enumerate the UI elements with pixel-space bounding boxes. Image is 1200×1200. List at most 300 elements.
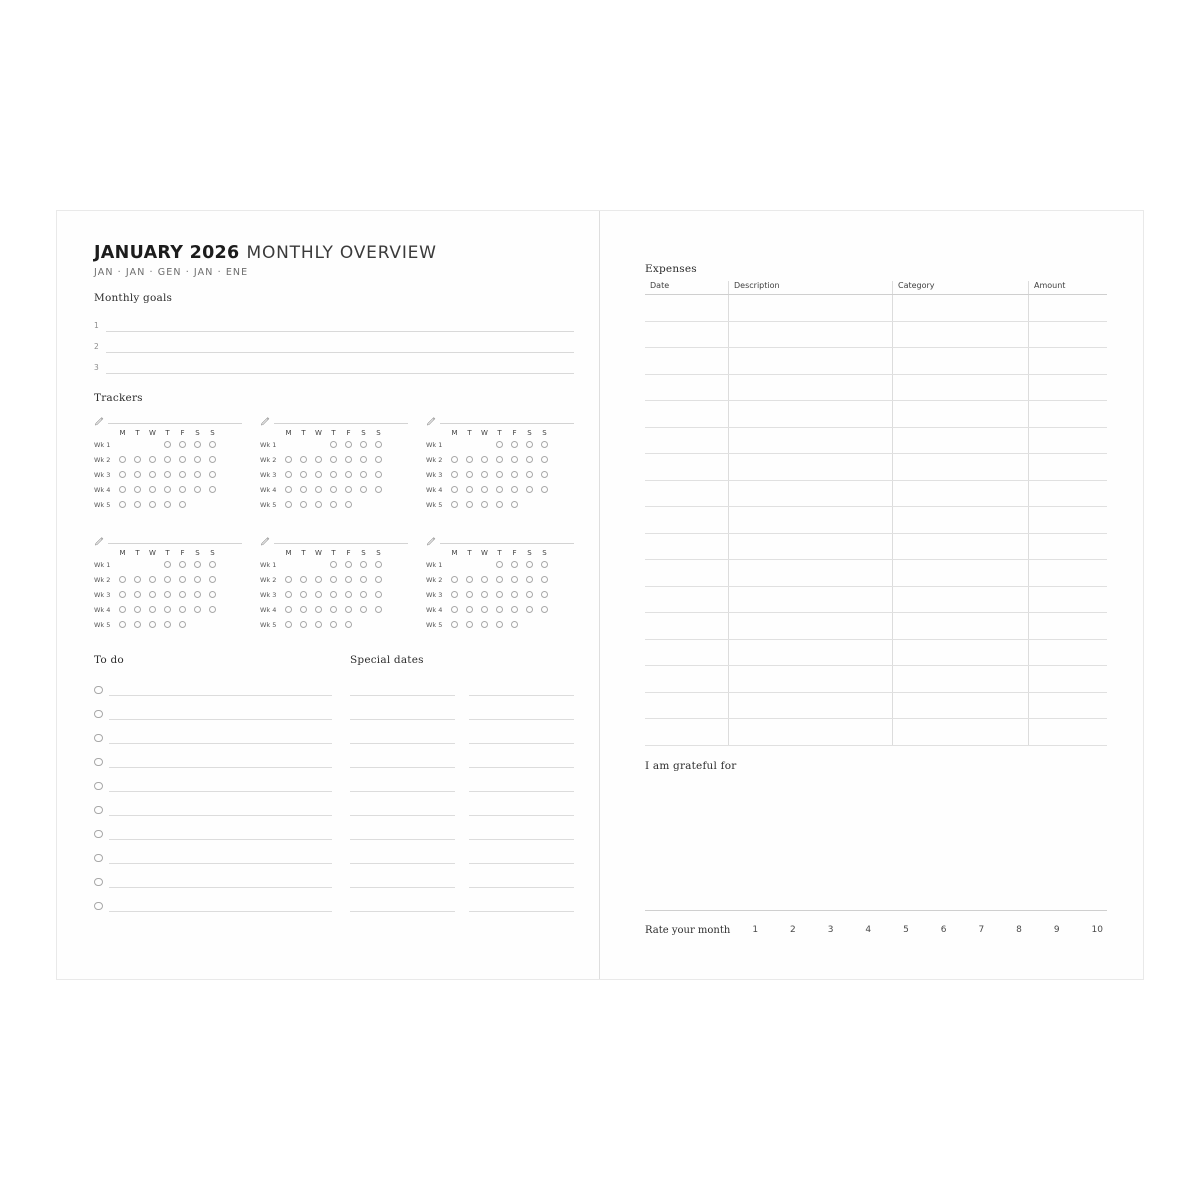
- tracker-day-circle[interactable]: [145, 591, 160, 599]
- expenses-cell[interactable]: [645, 586, 729, 613]
- tracker-day-circle[interactable]: [160, 486, 175, 494]
- expenses-cell[interactable]: [893, 533, 1029, 560]
- rate-month-option[interactable]: 9: [1053, 925, 1060, 935]
- tracker-day-circle[interactable]: [296, 471, 311, 479]
- tracker-day-circle[interactable]: [115, 486, 130, 494]
- tracker-day-circle[interactable]: [356, 471, 371, 479]
- expenses-cell[interactable]: [893, 401, 1029, 428]
- expenses-cell[interactable]: [645, 480, 729, 507]
- expenses-cell[interactable]: [645, 295, 729, 322]
- tracker-day-circle[interactable]: [492, 456, 507, 464]
- tracker-day-circle[interactable]: [447, 576, 462, 584]
- tracker-day-circle[interactable]: [326, 576, 341, 584]
- tracker-day-circle[interactable]: [326, 501, 341, 509]
- todo-row[interactable]: [94, 672, 332, 696]
- tracker-day-circle[interactable]: [326, 621, 341, 629]
- expenses-cell[interactable]: [645, 401, 729, 428]
- expenses-cell[interactable]: [645, 427, 729, 454]
- tracker-day-circle[interactable]: [311, 591, 326, 599]
- tracker-day-circle[interactable]: [507, 456, 522, 464]
- tracker-day-circle[interactable]: [462, 471, 477, 479]
- expenses-cell[interactable]: [893, 639, 1029, 666]
- tracker-day-circle[interactable]: [492, 621, 507, 629]
- todo-checkbox[interactable]: [94, 734, 109, 745]
- tracker-day-circle[interactable]: [145, 576, 160, 584]
- tracker-day-circle[interactable]: [522, 456, 537, 464]
- expenses-cell[interactable]: [1029, 560, 1108, 587]
- todo-writing-line[interactable]: [109, 695, 332, 720]
- tracker-day-circle[interactable]: [311, 621, 326, 629]
- tracker-day-circle[interactable]: [190, 456, 205, 464]
- tracker-day-circle[interactable]: [326, 591, 341, 599]
- tracker-day-circle[interactable]: [160, 621, 175, 629]
- tracker-day-circle[interactable]: [356, 576, 371, 584]
- special-dates-writing-line[interactable]: [350, 767, 455, 792]
- tracker-day-circle[interactable]: [175, 471, 190, 479]
- tracker-day-circle[interactable]: [341, 606, 356, 614]
- expenses-cell[interactable]: [729, 692, 893, 719]
- tracker-day-circle[interactable]: [175, 576, 190, 584]
- tracker-day-circle[interactable]: [205, 441, 220, 449]
- expenses-cell[interactable]: [893, 719, 1029, 746]
- tracker-day-circle[interactable]: [130, 621, 145, 629]
- tracker-day-circle[interactable]: [371, 561, 386, 569]
- rate-month-option[interactable]: 6: [940, 925, 947, 935]
- table-row[interactable]: [645, 613, 1107, 640]
- todo-writing-line[interactable]: [109, 743, 332, 768]
- expenses-cell[interactable]: [645, 666, 729, 693]
- table-row[interactable]: [645, 427, 1107, 454]
- tracker-day-circle[interactable]: [130, 456, 145, 464]
- expenses-cell[interactable]: [1029, 533, 1108, 560]
- todo-writing-line[interactable]: [109, 815, 332, 840]
- tracker-day-circle[interactable]: [115, 606, 130, 614]
- tracker-day-circle[interactable]: [507, 621, 522, 629]
- expenses-cell[interactable]: [729, 613, 893, 640]
- tracker-day-circle[interactable]: [522, 591, 537, 599]
- tracker-day-circle[interactable]: [311, 501, 326, 509]
- tracker-day-circle[interactable]: [281, 501, 296, 509]
- table-row[interactable]: [645, 401, 1107, 428]
- expenses-cell[interactable]: [1029, 613, 1108, 640]
- tracker-day-circle[interactable]: [492, 576, 507, 584]
- tracker-day-circle[interactable]: [462, 621, 477, 629]
- tracker-day-circle[interactable]: [341, 471, 356, 479]
- tracker-day-circle[interactable]: [477, 471, 492, 479]
- expenses-cell[interactable]: [729, 401, 893, 428]
- tracker-day-circle[interactable]: [115, 471, 130, 479]
- expenses-cell[interactable]: [1029, 427, 1108, 454]
- rate-month-option[interactable]: 2: [790, 925, 796, 935]
- special-dates-writing-line[interactable]: [469, 671, 574, 696]
- tracker-title-line[interactable]: [440, 413, 574, 424]
- tracker-day-circle[interactable]: [311, 456, 326, 464]
- tracker-day-circle[interactable]: [160, 591, 175, 599]
- rate-month-option[interactable]: 8: [1016, 925, 1022, 935]
- tracker-day-circle[interactable]: [190, 486, 205, 494]
- expenses-cell[interactable]: [729, 586, 893, 613]
- special-dates-writing-line[interactable]: [469, 791, 574, 816]
- tracker-day-circle[interactable]: [190, 576, 205, 584]
- tracker-day-circle[interactable]: [537, 576, 552, 584]
- expenses-cell[interactable]: [1029, 454, 1108, 481]
- rate-month-option[interactable]: 5: [903, 925, 909, 935]
- expenses-cell[interactable]: [729, 719, 893, 746]
- tracker-day-circle[interactable]: [492, 486, 507, 494]
- expenses-cell[interactable]: [729, 374, 893, 401]
- expenses-cell[interactable]: [1029, 480, 1108, 507]
- tracker-day-circle[interactable]: [296, 576, 311, 584]
- expenses-cell[interactable]: [893, 321, 1029, 348]
- special-dates-row[interactable]: [350, 720, 574, 744]
- expenses-cell[interactable]: [1029, 401, 1108, 428]
- todo-row[interactable]: [94, 888, 332, 912]
- expenses-cell[interactable]: [645, 560, 729, 587]
- expenses-cell[interactable]: [893, 666, 1029, 693]
- tracker-day-circle[interactable]: [205, 456, 220, 464]
- table-row[interactable]: [645, 533, 1107, 560]
- special-dates-writing-line[interactable]: [350, 791, 455, 816]
- special-dates-writing-line[interactable]: [350, 815, 455, 840]
- tracker-day-circle[interactable]: [190, 591, 205, 599]
- tracker-day-circle[interactable]: [371, 606, 386, 614]
- tracker-day-circle[interactable]: [537, 606, 552, 614]
- tracker-day-circle[interactable]: [341, 486, 356, 494]
- table-row[interactable]: [645, 295, 1107, 322]
- todo-writing-line[interactable]: [109, 791, 332, 816]
- expenses-cell[interactable]: [1029, 639, 1108, 666]
- tracker-day-circle[interactable]: [311, 606, 326, 614]
- tracker-day-circle[interactable]: [447, 501, 462, 509]
- tracker-day-circle[interactable]: [477, 501, 492, 509]
- special-dates-row[interactable]: [350, 888, 574, 912]
- tracker-day-circle[interactable]: [507, 576, 522, 584]
- tracker-day-circle[interactable]: [281, 471, 296, 479]
- tracker-day-circle[interactable]: [190, 471, 205, 479]
- todo-row[interactable]: [94, 792, 332, 816]
- tracker-day-circle[interactable]: [462, 486, 477, 494]
- special-dates-writing-line[interactable]: [469, 863, 574, 888]
- tracker-day-circle[interactable]: [341, 501, 356, 509]
- todo-row[interactable]: [94, 720, 332, 744]
- expenses-cell[interactable]: [645, 533, 729, 560]
- expenses-cell[interactable]: [1029, 719, 1108, 746]
- tracker-day-circle[interactable]: [537, 471, 552, 479]
- tracker-day-circle[interactable]: [326, 456, 341, 464]
- special-dates-writing-line[interactable]: [350, 839, 455, 864]
- tracker-day-circle[interactable]: [175, 621, 190, 629]
- tracker-day-circle[interactable]: [341, 441, 356, 449]
- tracker-day-circle[interactable]: [477, 456, 492, 464]
- expenses-cell[interactable]: [729, 639, 893, 666]
- tracker-day-circle[interactable]: [477, 576, 492, 584]
- tracker-day-circle[interactable]: [160, 576, 175, 584]
- table-row[interactable]: [645, 480, 1107, 507]
- table-row[interactable]: [645, 321, 1107, 348]
- tracker-day-circle[interactable]: [311, 471, 326, 479]
- tracker-day-circle[interactable]: [462, 456, 477, 464]
- tracker-day-circle[interactable]: [507, 441, 522, 449]
- special-dates-row[interactable]: [350, 840, 574, 864]
- todo-row[interactable]: [94, 696, 332, 720]
- expenses-cell[interactable]: [645, 692, 729, 719]
- tracker-day-circle[interactable]: [296, 501, 311, 509]
- special-dates-writing-line[interactable]: [469, 695, 574, 720]
- tracker-day-circle[interactable]: [507, 471, 522, 479]
- todo-writing-line[interactable]: [109, 719, 332, 744]
- tracker-day-circle[interactable]: [371, 576, 386, 584]
- special-dates-writing-line[interactable]: [469, 719, 574, 744]
- tracker-day-circle[interactable]: [130, 471, 145, 479]
- todo-checkbox[interactable]: [94, 878, 109, 889]
- table-row[interactable]: [645, 586, 1107, 613]
- tracker-day-circle[interactable]: [311, 486, 326, 494]
- expenses-cell[interactable]: [1029, 586, 1108, 613]
- special-dates-writing-line[interactable]: [469, 839, 574, 864]
- expenses-cell[interactable]: [1029, 348, 1108, 375]
- expenses-cell[interactable]: [893, 348, 1029, 375]
- special-dates-row[interactable]: [350, 792, 574, 816]
- special-dates-writing-line[interactable]: [350, 863, 455, 888]
- tracker-day-circle[interactable]: [507, 501, 522, 509]
- table-row[interactable]: [645, 666, 1107, 693]
- tracker-day-circle[interactable]: [281, 486, 296, 494]
- tracker-day-circle[interactable]: [281, 576, 296, 584]
- tracker-day-circle[interactable]: [130, 591, 145, 599]
- tracker-day-circle[interactable]: [160, 456, 175, 464]
- todo-writing-line[interactable]: [109, 863, 332, 888]
- tracker-day-circle[interactable]: [281, 591, 296, 599]
- expenses-cell[interactable]: [893, 692, 1029, 719]
- tracker-day-circle[interactable]: [507, 606, 522, 614]
- tracker-day-circle[interactable]: [145, 501, 160, 509]
- tracker-day-circle[interactable]: [341, 561, 356, 569]
- monthly-goal-row[interactable]: [94, 332, 574, 353]
- tracker-day-circle[interactable]: [537, 591, 552, 599]
- tracker-day-circle[interactable]: [296, 486, 311, 494]
- tracker-day-circle[interactable]: [447, 606, 462, 614]
- expenses-cell[interactable]: [729, 454, 893, 481]
- table-row[interactable]: [645, 639, 1107, 666]
- tracker-day-circle[interactable]: [281, 621, 296, 629]
- tracker-day-circle[interactable]: [160, 606, 175, 614]
- tracker-day-circle[interactable]: [145, 456, 160, 464]
- tracker-day-circle[interactable]: [356, 486, 371, 494]
- tracker-day-circle[interactable]: [462, 501, 477, 509]
- tracker-day-circle[interactable]: [145, 621, 160, 629]
- tracker-day-circle[interactable]: [130, 576, 145, 584]
- tracker-day-circle[interactable]: [326, 441, 341, 449]
- tracker-day-circle[interactable]: [160, 501, 175, 509]
- expenses-cell[interactable]: [893, 374, 1029, 401]
- expenses-cell[interactable]: [729, 348, 893, 375]
- todo-row[interactable]: [94, 768, 332, 792]
- tracker-title-line[interactable]: [274, 413, 408, 424]
- rate-month-option[interactable]: 10: [1091, 925, 1103, 935]
- expenses-cell[interactable]: [893, 427, 1029, 454]
- tracker-day-circle[interactable]: [160, 441, 175, 449]
- special-dates-writing-line[interactable]: [469, 743, 574, 768]
- tracker-day-circle[interactable]: [356, 561, 371, 569]
- tracker-day-circle[interactable]: [175, 591, 190, 599]
- special-dates-row[interactable]: [350, 744, 574, 768]
- tracker-day-circle[interactable]: [205, 576, 220, 584]
- table-row[interactable]: [645, 692, 1107, 719]
- tracker-day-circle[interactable]: [356, 606, 371, 614]
- tracker-day-circle[interactable]: [175, 456, 190, 464]
- tracker-day-circle[interactable]: [447, 471, 462, 479]
- tracker-day-circle[interactable]: [447, 591, 462, 599]
- tracker-day-circle[interactable]: [492, 591, 507, 599]
- tracker-title-line[interactable]: [108, 533, 242, 544]
- tracker-day-circle[interactable]: [175, 486, 190, 494]
- todo-checkbox[interactable]: [94, 686, 109, 697]
- special-dates-writing-line[interactable]: [469, 887, 574, 912]
- special-dates-row[interactable]: [350, 696, 574, 720]
- tracker-day-circle[interactable]: [115, 591, 130, 599]
- monthly-goal-writing-line[interactable]: [106, 331, 574, 353]
- table-row[interactable]: [645, 454, 1107, 481]
- tracker-day-circle[interactable]: [175, 561, 190, 569]
- tracker-day-circle[interactable]: [296, 606, 311, 614]
- expenses-cell[interactable]: [645, 719, 729, 746]
- tracker-day-circle[interactable]: [477, 606, 492, 614]
- expenses-cell[interactable]: [1029, 692, 1108, 719]
- tracker-day-circle[interactable]: [371, 456, 386, 464]
- expenses-cell[interactable]: [893, 480, 1029, 507]
- tracker-day-circle[interactable]: [175, 606, 190, 614]
- rate-month-option[interactable]: 1: [752, 925, 759, 935]
- special-dates-writing-line[interactable]: [469, 815, 574, 840]
- expenses-cell[interactable]: [645, 321, 729, 348]
- todo-writing-line[interactable]: [109, 887, 332, 912]
- expenses-cell[interactable]: [893, 613, 1029, 640]
- monthly-goal-row[interactable]: [94, 311, 574, 332]
- tracker-day-circle[interactable]: [281, 606, 296, 614]
- tracker-day-circle[interactable]: [371, 486, 386, 494]
- tracker-day-circle[interactable]: [492, 441, 507, 449]
- expenses-cell[interactable]: [645, 613, 729, 640]
- tracker-day-circle[interactable]: [190, 561, 205, 569]
- expenses-cell[interactable]: [729, 560, 893, 587]
- expenses-cell[interactable]: [1029, 374, 1108, 401]
- todo-checkbox[interactable]: [94, 782, 109, 793]
- tracker-day-circle[interactable]: [537, 456, 552, 464]
- expenses-cell[interactable]: [893, 295, 1029, 322]
- todo-writing-line[interactable]: [109, 839, 332, 864]
- table-row[interactable]: [645, 560, 1107, 587]
- monthly-goal-writing-line[interactable]: [106, 352, 574, 374]
- rate-month-option[interactable]: 3: [827, 925, 834, 935]
- tracker-day-circle[interactable]: [341, 591, 356, 599]
- tracker-day-circle[interactable]: [115, 501, 130, 509]
- table-row[interactable]: [645, 374, 1107, 401]
- tracker-day-circle[interactable]: [492, 501, 507, 509]
- tracker-day-circle[interactable]: [296, 591, 311, 599]
- todo-checkbox[interactable]: [94, 854, 109, 865]
- tracker-day-circle[interactable]: [371, 441, 386, 449]
- expenses-cell[interactable]: [1029, 666, 1108, 693]
- tracker-day-circle[interactable]: [477, 591, 492, 599]
- todo-row[interactable]: [94, 744, 332, 768]
- expenses-cell[interactable]: [645, 348, 729, 375]
- tracker-day-circle[interactable]: [477, 621, 492, 629]
- tracker-day-circle[interactable]: [371, 591, 386, 599]
- todo-checkbox[interactable]: [94, 806, 109, 817]
- expenses-cell[interactable]: [729, 666, 893, 693]
- special-dates-writing-line[interactable]: [350, 695, 455, 720]
- tracker-day-circle[interactable]: [371, 471, 386, 479]
- tracker-day-circle[interactable]: [462, 576, 477, 584]
- tracker-day-circle[interactable]: [507, 561, 522, 569]
- tracker-day-circle[interactable]: [115, 576, 130, 584]
- tracker-day-circle[interactable]: [115, 456, 130, 464]
- tracker-title-line[interactable]: [274, 533, 408, 544]
- tracker-day-circle[interactable]: [205, 591, 220, 599]
- tracker-day-circle[interactable]: [205, 561, 220, 569]
- expenses-cell[interactable]: [893, 454, 1029, 481]
- tracker-day-circle[interactable]: [522, 486, 537, 494]
- tracker-day-circle[interactable]: [175, 441, 190, 449]
- tracker-day-circle[interactable]: [522, 441, 537, 449]
- tracker-day-circle[interactable]: [447, 621, 462, 629]
- tracker-day-circle[interactable]: [447, 486, 462, 494]
- tracker-day-circle[interactable]: [145, 486, 160, 494]
- expenses-cell[interactable]: [729, 427, 893, 454]
- tracker-day-circle[interactable]: [341, 456, 356, 464]
- table-row[interactable]: [645, 507, 1107, 534]
- table-row[interactable]: [645, 719, 1107, 746]
- todo-row[interactable]: [94, 840, 332, 864]
- tracker-day-circle[interactable]: [341, 576, 356, 584]
- expenses-cell[interactable]: [729, 480, 893, 507]
- special-dates-row[interactable]: [350, 672, 574, 696]
- tracker-day-circle[interactable]: [507, 591, 522, 599]
- tracker-day-circle[interactable]: [205, 471, 220, 479]
- special-dates-writing-line[interactable]: [469, 767, 574, 792]
- tracker-day-circle[interactable]: [537, 561, 552, 569]
- todo-checkbox[interactable]: [94, 902, 109, 913]
- todo-writing-line[interactable]: [109, 767, 332, 792]
- tracker-day-circle[interactable]: [160, 561, 175, 569]
- tracker-day-circle[interactable]: [477, 486, 492, 494]
- todo-writing-line[interactable]: [109, 671, 332, 696]
- tracker-day-circle[interactable]: [115, 621, 130, 629]
- tracker-day-circle[interactable]: [522, 561, 537, 569]
- tracker-day-circle[interactable]: [356, 591, 371, 599]
- tracker-day-circle[interactable]: [296, 621, 311, 629]
- tracker-day-circle[interactable]: [522, 606, 537, 614]
- monthly-goal-row[interactable]: [94, 353, 574, 374]
- special-dates-writing-line[interactable]: [350, 671, 455, 696]
- tracker-day-circle[interactable]: [462, 606, 477, 614]
- table-row[interactable]: [645, 348, 1107, 375]
- tracker-day-circle[interactable]: [492, 561, 507, 569]
- special-dates-writing-line[interactable]: [350, 887, 455, 912]
- todo-checkbox[interactable]: [94, 710, 109, 721]
- tracker-day-circle[interactable]: [462, 591, 477, 599]
- todo-checkbox[interactable]: [94, 830, 109, 841]
- tracker-day-circle[interactable]: [326, 606, 341, 614]
- grateful-writing-area[interactable]: [645, 772, 1107, 911]
- tracker-day-circle[interactable]: [160, 471, 175, 479]
- tracker-day-circle[interactable]: [296, 456, 311, 464]
- tracker-day-circle[interactable]: [130, 606, 145, 614]
- tracker-day-circle[interactable]: [190, 606, 205, 614]
- tracker-day-circle[interactable]: [326, 486, 341, 494]
- expenses-cell[interactable]: [1029, 507, 1108, 534]
- tracker-day-circle[interactable]: [205, 606, 220, 614]
